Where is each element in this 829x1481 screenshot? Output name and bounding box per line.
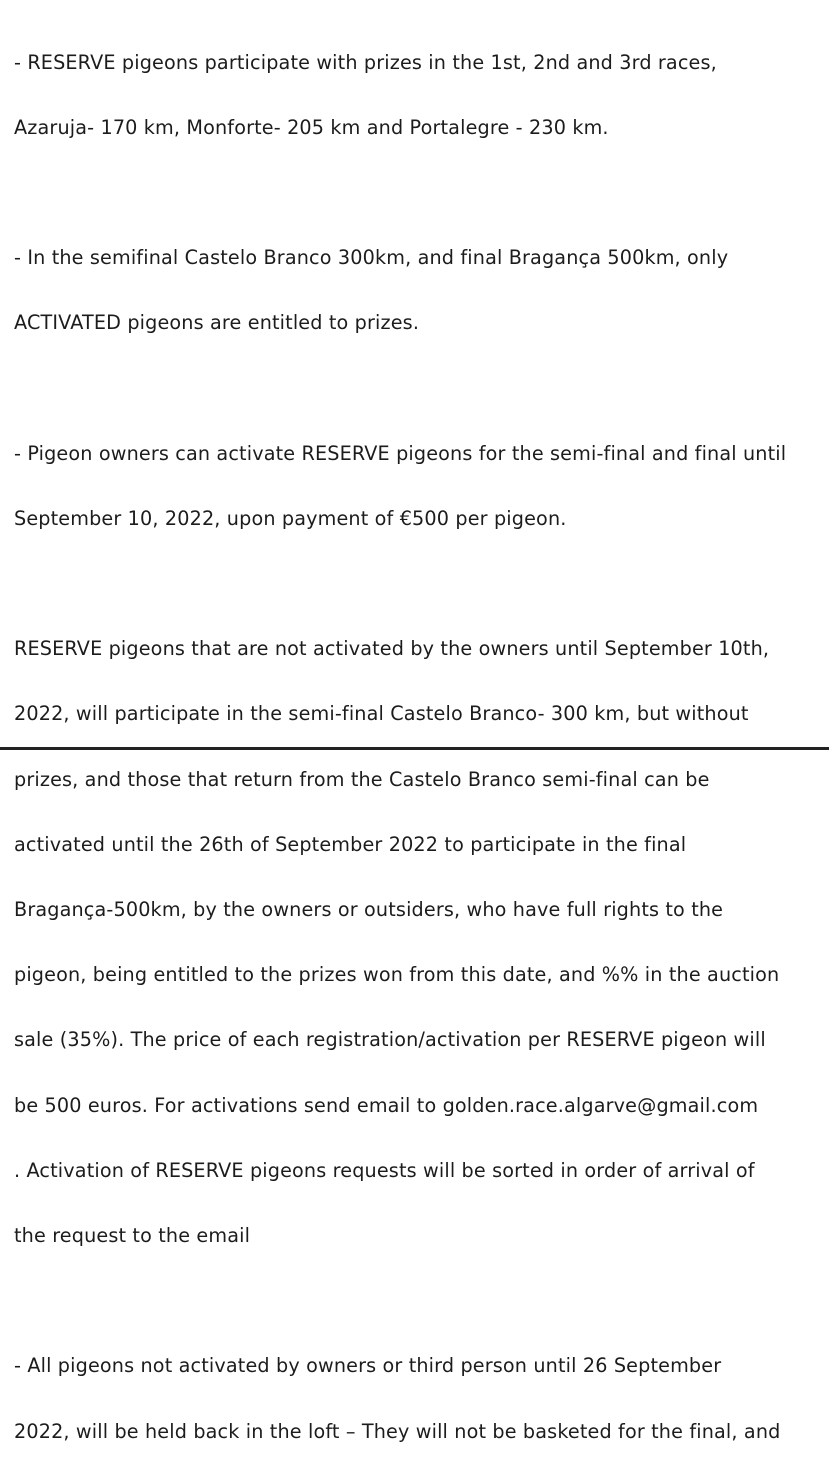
text-line: . Activation of RESERVE pigeons requests will be sorted in order of arrival of: [14, 1158, 755, 1182]
text-line: prizes, and those that return from the Castelo Branco semi-final can be: [14, 767, 710, 791]
text-line: activated until the 26th of September 2022 to participate in the final: [14, 832, 687, 856]
text-line: pigeon, being entitled to the prizes won from this date, and %% in the auction: [14, 963, 780, 987]
text-line: ACTIVATED pigeons are entitled to prizes.: [14, 311, 420, 335]
text-line: Bragança-500km, by the owners or outsiders, who have full rights to the: [14, 898, 724, 922]
text-line: the request to the email: [14, 1223, 251, 1247]
text-line: September 10, 2022, upon payment of €500 per pigeon.: [14, 506, 567, 530]
paragraph-semifinal-final: [14, 210, 829, 373]
text-line: - In the semifinal Castelo Branco 300km, and final Bragança 500km, only: [14, 246, 729, 270]
text-line: - RESERVE pigeons participate with prizes in the 1st, 2nd and 3rd races,: [14, 50, 717, 74]
text-line: Azaruja- 170 km, Monforte- 205 km and Portalegre - 230 km.: [14, 115, 609, 139]
paragraph-reserve-prizes: [14, 14, 829, 177]
text-line: be 500 euros. For activations send email to golden.race.algarve@gmail.com: [14, 1093, 759, 1117]
text-line: sale (35%). The price of each registration/activation per RESERVE pigeon will: [14, 1028, 766, 1052]
text-line: RESERVE pigeons that are not activated by the owners until September 10th,: [14, 637, 770, 661]
text-line: 2022, will participate in the semi-final Castelo Branco- 300 km, but without: [14, 702, 749, 726]
paragraph-non-activated-rules: [14, 601, 829, 1285]
text-line: - All pigeons not activated by owners or third person until 26 September: [14, 1354, 722, 1378]
text-line: - Pigeon owners can activate RESERVE pigeons for the semi-final and final until: [14, 441, 787, 465]
text-line: 2022, will be held back in the loft – They will not be basketed for the final, and: [14, 1419, 781, 1443]
paragraph-held-back: [14, 1318, 829, 1481]
paragraph-activation-deadline: [14, 405, 829, 568]
